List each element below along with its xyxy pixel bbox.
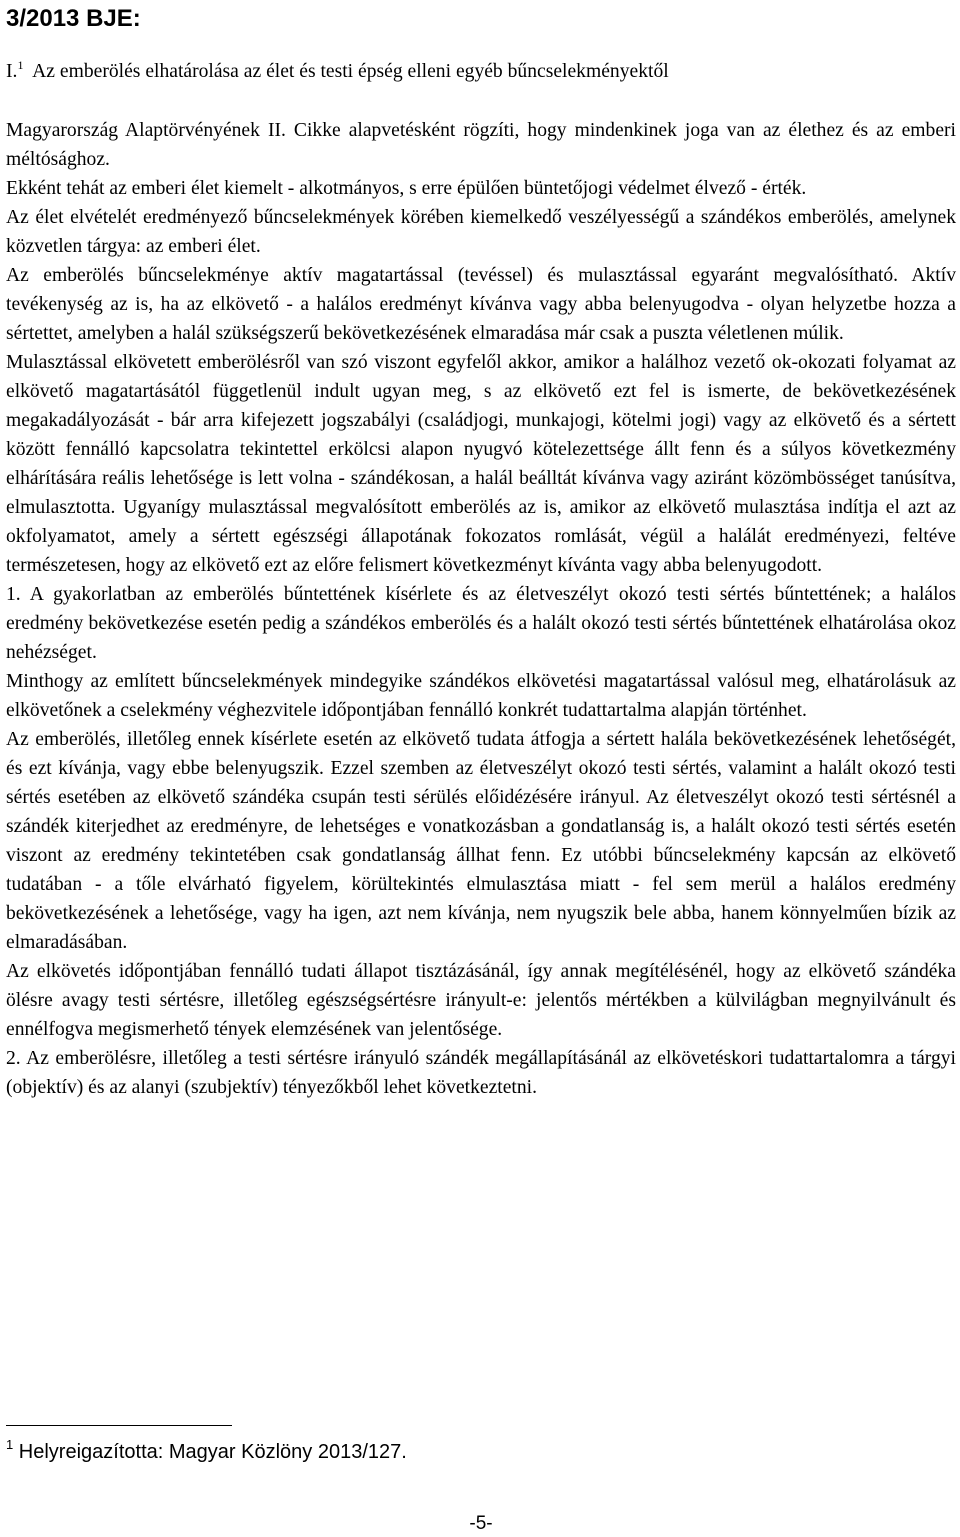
footnote-text: Helyreigazította: Magyar Közlöny 2013/127. [18, 1441, 407, 1463]
footnote-separator [6, 1425, 232, 1426]
section-number: I. [6, 61, 18, 82]
paragraph: Az emberölés, illetőleg ennek kísérlete esetén az elkövető tudata átfogja a sértett halála bekövetkezésének lehetőségét, és ezt kívánja, vagy ebbe belenyugszik. Ezzel szemben az életveszélyt okozó testi sértés, valamint a halált okozó testi sértés esetében az elkövető szándéka csupán testi sérülés előidézésére irányul. Az életveszélyt okozó testi sértésnél a szándék kiterjedhet az eredményre, de lehetséges e vonatkozásban a gondatlanság is, a halált okozó testi sértés esetén viszont az eredmény tekintetében csak gondatlanság állhat fenn. Ez utóbbi bűncselekmény kapcsán az elkövető tudatában - a tőle elvárható figyelem, körültekintés elmulasztása miatt - fel sem merül a halálos eredmény bekövetkezésének a lehetősége, vagy ha igen, azt nem kívánja, nem nyugszik bele abba, hanem könnyelműen bízik az elmaradásában. [6, 729, 956, 953]
paragraph: 2. Az emberölésre, illetőleg a testi sértésre irányuló szándék megállapításánál az elkövetéskori tudattartalomra a tárgyi (objektív) és az alanyi (szubjektív) tényezőkből lehet következtetni. [6, 1048, 956, 1098]
document-body [6, 116, 956, 1102]
paragraph: Az emberölés bűncselekménye aktív magatartással (tevéssel) és mulasztással egyaránt megvalósítható. Aktív tevékenység az is, ha az elkövető - a halálos eredményt kívánva vagy abba belenyugodva - olyan helyzetbe hozza a sértettet, amelyben a halál szükségszerű bekövetkezésének elmaradása már csak a puszta véletlenen múlik. [6, 265, 956, 344]
footnote-reference: 1 [17, 58, 24, 72]
paragraph: Ekként tehát az emberi élet kiemelt - alkotmányos, s erre épülően büntetőjogi védelmet élvező - érték. [6, 178, 807, 199]
paragraph: Az élet elvételét eredményező bűncselekmények körében kiemelkedő veszélyességű a szándékos emberölés, amelynek közvetlen tárgya: az emberi élet. [6, 207, 956, 257]
document-page [6, 0, 956, 1537]
page-number: -5- [469, 1513, 493, 1534]
paragraph: Magyarország Alaptörvényének II. Cikke alapvetésként rögzíti, hogy mindenkinek joga van az élethez és az emberi méltósághoz. [6, 120, 956, 170]
footnote-marker: 1 [6, 1437, 14, 1452]
footnote [6, 1437, 407, 1467]
paragraph: Az elkövetés időpontjában fennálló tudati állapot tisztázásánál, így annak megítélésénél, hogy az elkövető szándéka ölésre avagy testi sértésre, illetőleg egészségsértésre irányult-e: jelentős mértékben a külvilágban megnyilvánult és ennélfogva megismerhető tények elemzésének van jelentősége. [6, 961, 956, 1040]
section-heading [6, 58, 956, 86]
section-heading-text: Az emberölés elhatárolása az élet és testi épség elleni egyéb bűncselekményektől [32, 61, 669, 82]
paragraph: Minthogy az említett bűncselekmények mindegyike szándékos elkövetési magatartással valósul meg, elhatárolásuk az elkövetőnek a cselekmény véghezvitele időpontjában fennálló konkrét tudattartalma alapján történhet. [6, 671, 956, 721]
paragraph: 1. A gyakorlatban az emberölés bűntettének kísérlete és az életveszélyt okozó testi sértés bűntettének; a halálos eredmény bekövetkezése esetén pedig a szándékos emberölés és a halált okozó testi sértés bűntettének elhatárolása okoz nehézséget. [6, 584, 956, 663]
document-title: 3/2013 BJE: [6, 5, 141, 32]
paragraph: Mulasztással elkövetett emberölésről van szó viszont egyfelől akkor, amikor a halálhoz vezető ok-okozati folyamat az elkövető magatartásától függetlenül indult ugyan meg, s az elkövető ezt fel is ismerte, de bekövetkezésének megakadályozását - bár arra kifejezett jogszabályi (családjogi, munkajogi, kötelmi jogi) vagy az elkövető és a sértett között fennálló kapcsolatra tekintettel erkölcsi alapon nyugvó kötelezettsége állt fenn és a súlyos következmény elhárítására reális lehetősége is lett volna - szándékosan, a halál beálltát kívánva vagy aziránt közömbösséget tanúsítva, elmulasztotta. Ugyanígy mulasztással megvalósított emberölés az is, amikor az elkövető mulasztása indítja el azt az okfolyamatot, amely a sértett egészségi állapotának fokozatos romlását, végül a halálát eredményezi, feltéve természetesen, hogy az elkövető ezt az előre felismert következményt kívánta vagy abba belenyugodott. [6, 352, 956, 576]
